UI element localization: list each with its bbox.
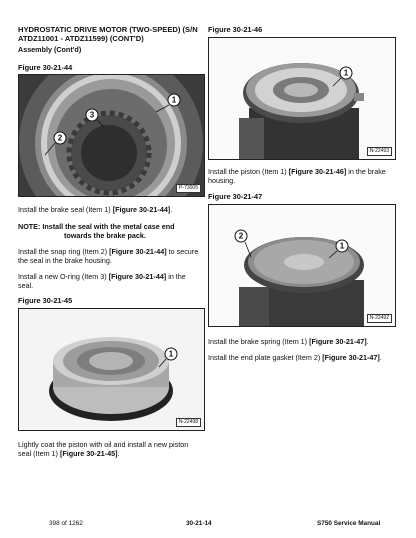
- figure-45-photo: [18, 308, 205, 431]
- note-block: [18, 222, 202, 241]
- title-line-1: HYDROSTATIC DRIVE MOTOR (TWO-SPEED) (S/N: [18, 25, 198, 34]
- callout-1: 1: [168, 349, 174, 359]
- figure-ref[interactable]: [Figure 30-21-44]: [112, 205, 171, 214]
- callout-1: 1: [339, 241, 345, 251]
- callout-1: 1: [343, 68, 349, 78]
- footer-section: 30-21-14: [186, 520, 212, 527]
- figure-44-label: Figure 30-21-44: [18, 63, 73, 72]
- figure-44-photo: [18, 74, 205, 197]
- paragraph-brake-spring: Install the brake spring (Item 1) [Figure 30-21-47].: [208, 337, 369, 346]
- paragraph-piston: Install the piston (Item 1) [Figure 30-21-46] in the brake housing.: [208, 167, 386, 186]
- note-line-1: NOTE: Install the seal with the metal case end: [18, 222, 175, 231]
- figure-47-code: N-22492: [367, 314, 392, 323]
- note-line-2: towards the brake pack.: [64, 231, 146, 241]
- figure-46-label: Figure 30-21-46: [208, 25, 263, 34]
- callout-1: 1: [171, 95, 177, 105]
- callout-2: 2: [238, 231, 244, 241]
- section-subtitle: Assembly (Cont'd): [18, 45, 82, 54]
- paragraph-end-plate-gasket: Install the end plate gasket (Item 2) [Figure 30-21-47].: [208, 353, 382, 362]
- page-title: [18, 25, 203, 43]
- figure-45-code: N-22498: [176, 418, 201, 427]
- figure-ref[interactable]: [Figure 30-21-44]: [108, 272, 167, 281]
- figure-ref[interactable]: [Figure 30-21-47]: [309, 337, 367, 346]
- callout-2: 2: [57, 133, 63, 143]
- paragraph-brake-seal: Install the brake seal (Item 1) [Figure 30-21-44].: [18, 205, 173, 214]
- figure-46-code: N-22493: [367, 147, 392, 156]
- callout-3: 3: [89, 110, 95, 120]
- figure-ref[interactable]: [Figure 30-21-44]: [109, 247, 167, 256]
- paragraph-o-ring: Install a new O-ring (Item 3) [Figure 30-21-44] in the seal.: [18, 272, 186, 291]
- figure-46-photo: [208, 37, 396, 160]
- figure-ref[interactable]: [Figure 30-21-47]: [322, 353, 380, 362]
- footer-page-count: 398 of 1262: [49, 520, 83, 527]
- figure-44-code: P-73005: [176, 184, 201, 193]
- figure-47-photo: [208, 204, 396, 327]
- paragraph-snap-ring: Install the snap ring (Item 2) [Figure 30-21-44] to secure the seal in the brake housing.: [18, 247, 199, 266]
- figure-ref[interactable]: [Figure 30-21-46]: [288, 167, 347, 176]
- figure-ref[interactable]: [Figure 30-21-45]: [59, 449, 118, 459]
- footer-manual-title: S750 Service Manual: [317, 520, 381, 527]
- title-line-2: ATDZ11001 - ATDZ11599) (CONT'D): [18, 34, 144, 44]
- figure-47-label: Figure 30-21-47: [208, 192, 263, 201]
- figure-45-label: Figure 30-21-45: [18, 296, 73, 305]
- paragraph-piston-seal: Lightly coat the piston with oil and install a new piston seal (Item 1) [Figure 30-21-45].: [18, 440, 189, 459]
